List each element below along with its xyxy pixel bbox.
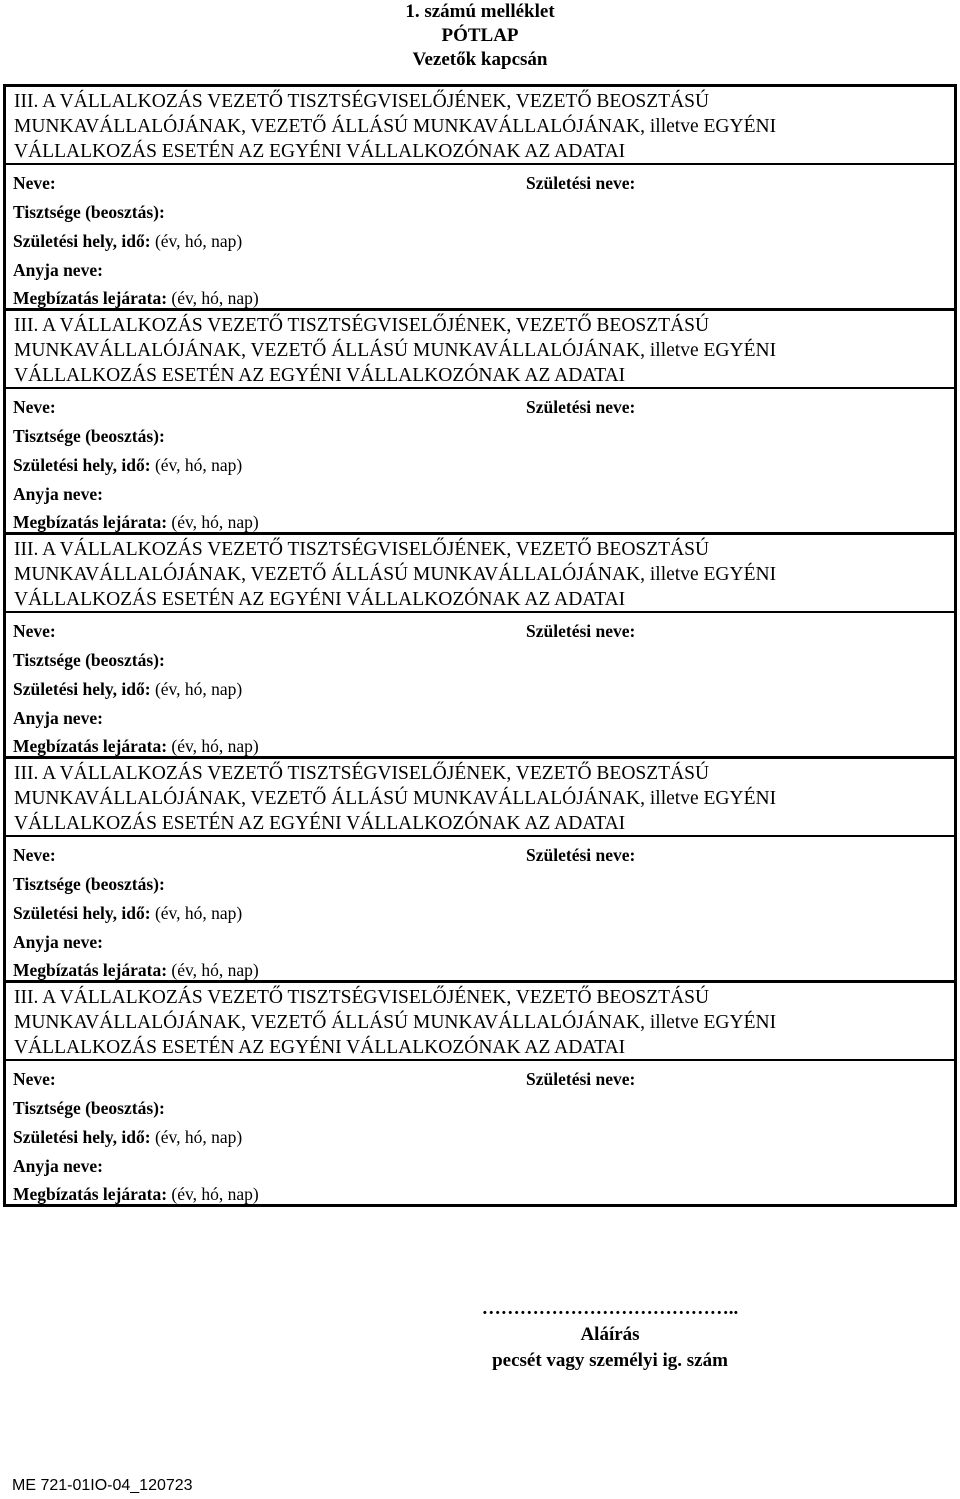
mother-name-field[interactable]: Anyja neve: — [13, 1156, 103, 1176]
signature-block — [450, 1296, 770, 1374]
document-code: ME 721-01IO-04_120723 — [12, 1477, 193, 1494]
signature-line[interactable]: ………………………………….. — [481, 1298, 739, 1319]
section-title: III. A VÁLLALKOZÁS VEZETŐ TISZTSÉGVISELŐJÉNEK, VEZETŐ BEOSZTÁSÚ MUNKAVÁLLALÓJÁNAK, VEZETŐ ÁLLÁSÚ MUNKAVÁLLALÓJÁNAK, illetve EGYÉNI VÁLLALKOZÁS ESETÉN AZ EGYÉNI VÁLLALKOZÓNAK AZ ADATAI — [6, 87, 954, 165]
section-title: III. A VÁLLALKOZÁS VEZETŐ TISZTSÉGVISELŐJÉNEK, VEZETŐ BEOSZTÁSÚ MUNKAVÁLLALÓJÁNAK, VEZETŐ ÁLLÁSÚ MUNKAVÁLLALÓJÁNAK, illetve EGYÉNI VÁLLALKOZÁS ESETÉN AZ EGYÉNI VÁLLALKOZÓNAK AZ ADATAI — [6, 759, 954, 837]
leader-section — [6, 308, 954, 532]
leader-section — [6, 980, 954, 1204]
leader-section — [6, 87, 954, 308]
leader-section — [6, 532, 954, 756]
birth-name-field[interactable]: Születési neve: — [526, 1069, 636, 1089]
annex-number: 1. számú melléklet — [405, 1, 555, 22]
section-fields — [6, 613, 954, 756]
position-field[interactable]: Tisztsége (beosztás): — [13, 1098, 165, 1118]
signature-sublabel: pecsét vagy személyi ig. szám — [492, 1350, 728, 1371]
birth-place-date-field[interactable]: Születési hely, idő: (év, hó, nap) — [13, 903, 243, 923]
mother-name-field[interactable]: Anyja neve: — [13, 932, 103, 952]
birth-place-date-field[interactable]: Születési hely, idő: (év, hó, nap) — [13, 231, 243, 251]
position-field[interactable]: Tisztsége (beosztás): — [13, 874, 165, 894]
mandate-expiry-field[interactable]: Megbízatás lejárata: (év, hó, nap) — [13, 736, 259, 756]
leader-section — [6, 756, 954, 980]
supplement-title: PÓTLAP — [441, 25, 519, 46]
position-field[interactable]: Tisztsége (beosztás): — [13, 650, 165, 670]
section-fields — [6, 837, 954, 980]
birth-place-date-field[interactable]: Születési hely, idő: (év, hó, nap) — [13, 1127, 243, 1147]
mandate-expiry-field[interactable]: Megbízatás lejárata: (év, hó, nap) — [13, 512, 259, 532]
birth-name-field[interactable]: Születési neve: — [526, 621, 636, 641]
name-field[interactable]: Neve: — [13, 173, 56, 193]
leaders-form — [3, 84, 957, 1207]
birth-name-field[interactable]: Születési neve: — [526, 845, 636, 865]
section-fields — [6, 165, 954, 308]
position-field[interactable]: Tisztsége (beosztás): — [13, 426, 165, 446]
birth-place-date-field[interactable]: Születési hely, idő: (év, hó, nap) — [13, 679, 243, 699]
name-field[interactable]: Neve: — [13, 397, 56, 417]
section-title: III. A VÁLLALKOZÁS VEZETŐ TISZTSÉGVISELŐJÉNEK, VEZETŐ BEOSZTÁSÚ MUNKAVÁLLALÓJÁNAK, VEZETŐ ÁLLÁSÚ MUNKAVÁLLALÓJÁNAK, illetve EGYÉNI VÁLLALKOZÁS ESETÉN AZ EGYÉNI VÁLLALKOZÓNAK AZ ADATAI — [6, 983, 954, 1061]
mandate-expiry-field[interactable]: Megbízatás lejárata: (év, hó, nap) — [13, 960, 259, 980]
position-field[interactable]: Tisztsége (beosztás): — [13, 202, 165, 222]
mother-name-field[interactable]: Anyja neve: — [13, 484, 103, 504]
name-field[interactable]: Neve: — [13, 1069, 56, 1089]
mandate-expiry-field[interactable]: Megbízatás lejárata: (év, hó, nap) — [13, 288, 259, 308]
name-field[interactable]: Neve: — [13, 621, 56, 641]
section-title: III. A VÁLLALKOZÁS VEZETŐ TISZTSÉGVISELŐJÉNEK, VEZETŐ BEOSZTÁSÚ MUNKAVÁLLALÓJÁNAK, VEZETŐ ÁLLÁSÚ MUNKAVÁLLALÓJÁNAK, illetve EGYÉNI VÁLLALKOZÁS ESETÉN AZ EGYÉNI VÁLLALKOZÓNAK AZ ADATAI — [6, 311, 954, 389]
mother-name-field[interactable]: Anyja neve: — [13, 260, 103, 280]
mother-name-field[interactable]: Anyja neve: — [13, 708, 103, 728]
birth-name-field[interactable]: Születési neve: — [526, 397, 636, 417]
section-title: III. A VÁLLALKOZÁS VEZETŐ TISZTSÉGVISELŐJÉNEK, VEZETŐ BEOSZTÁSÚ MUNKAVÁLLALÓJÁNAK, VEZETŐ ÁLLÁSÚ MUNKAVÁLLALÓJÁNAK, illetve EGYÉNI VÁLLALKOZÁS ESETÉN AZ EGYÉNI VÁLLALKOZÓNAK AZ ADATAI — [6, 535, 954, 613]
section-fields — [6, 1061, 954, 1204]
section-fields — [6, 389, 954, 532]
supplement-subtitle: Vezetők kapcsán — [412, 49, 548, 70]
birth-name-field[interactable]: Születési neve: — [526, 173, 636, 193]
mandate-expiry-field[interactable]: Megbízatás lejárata: (év, hó, nap) — [13, 1184, 259, 1204]
signature-label: Aláírás — [580, 1324, 640, 1345]
name-field[interactable]: Neve: — [13, 845, 56, 865]
birth-place-date-field[interactable]: Születési hely, idő: (év, hó, nap) — [13, 455, 243, 475]
